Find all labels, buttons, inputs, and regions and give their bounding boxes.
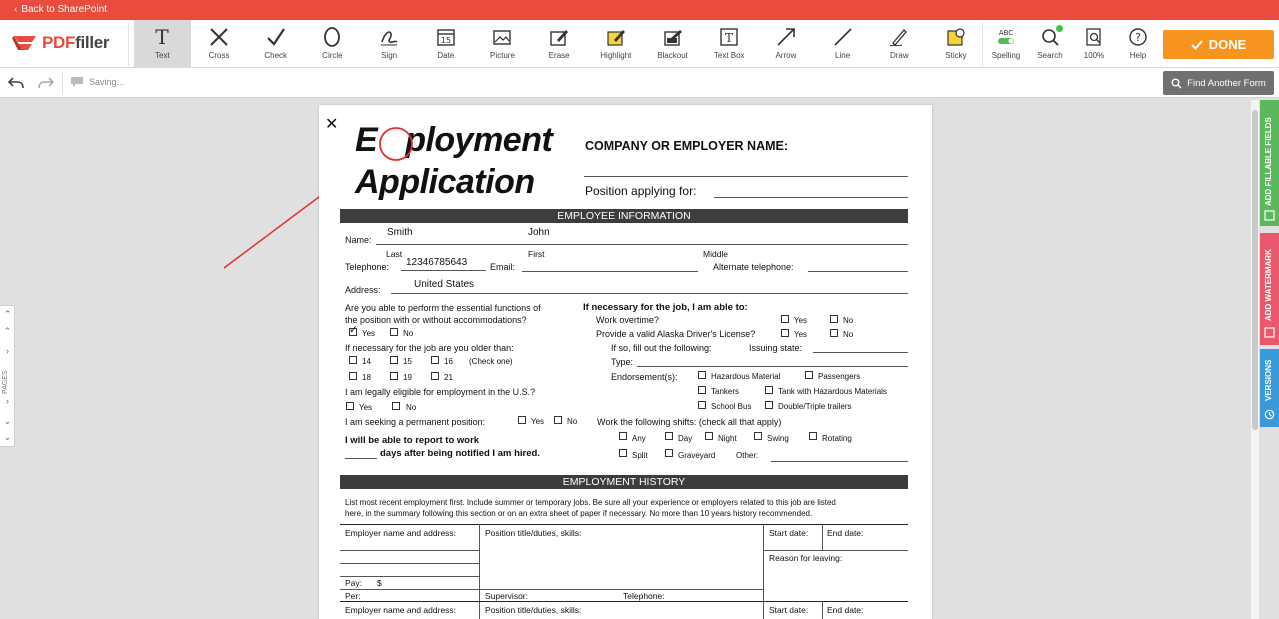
tool-spelling[interactable] xyxy=(984,20,1028,68)
checkbox-age-19[interactable] xyxy=(390,372,398,380)
divider xyxy=(982,22,983,66)
if-so-label: If so, fill out the following: xyxy=(611,343,712,353)
no-label: No xyxy=(843,330,854,339)
top-bar xyxy=(0,0,1279,20)
tool-cross[interactable] xyxy=(191,20,248,68)
checkbox-overtime-no[interactable] xyxy=(830,315,838,323)
address-label: Address: xyxy=(345,285,381,295)
address-value[interactable]: United States xyxy=(414,279,475,290)
logo-text: PDFfiller xyxy=(42,33,110,52)
date-icon xyxy=(435,26,457,48)
start-date-label-2: Start date: xyxy=(769,605,809,615)
split-label: Split xyxy=(632,451,648,460)
checkbox-permanent-yes[interactable] xyxy=(518,416,526,424)
if-necessary-heading: If necessary for the job, I am able to: xyxy=(583,302,748,313)
find-label: Find Another Form xyxy=(1187,77,1266,89)
tool-label: Search xyxy=(1037,51,1063,60)
first-label: First xyxy=(528,249,545,259)
erase-icon xyxy=(548,26,570,48)
checkbox-permanent-no[interactable] xyxy=(554,416,562,424)
company-label: COMPANY OR EMPLOYER NAME: xyxy=(585,139,789,153)
middle-label: Middle xyxy=(703,249,729,259)
checkbox-shift-swing[interactable] xyxy=(754,432,762,440)
age-21-label: 21 xyxy=(444,373,453,382)
school-bus-label: School Bus xyxy=(711,402,752,411)
end-date-label-2: End date: xyxy=(827,605,864,615)
tool-line[interactable] xyxy=(814,20,871,68)
picture-icon xyxy=(491,26,513,48)
tool-label: Text xyxy=(155,51,170,60)
page-navigator xyxy=(0,305,15,447)
employer-line-3[interactable] xyxy=(340,576,479,577)
tool-label: Spelling xyxy=(991,51,1021,60)
last-label: Last xyxy=(386,249,403,259)
done-label: DONE xyxy=(1208,37,1247,52)
saving-status xyxy=(70,76,124,88)
supervisor-label: Supervisor: xyxy=(485,591,528,601)
text-box-icon xyxy=(718,26,740,48)
pdffiller-logo-icon xyxy=(12,32,38,54)
day-label: Day xyxy=(678,434,693,443)
svg-text:15: 15 xyxy=(440,36,451,45)
form-title: E ployment xyxy=(355,121,553,159)
form-title-line2: Application xyxy=(355,163,535,201)
pay-line[interactable] xyxy=(340,589,479,590)
zoom-icon xyxy=(1083,26,1105,48)
age-15-label: 15 xyxy=(403,357,412,366)
tool-label: Circle xyxy=(322,51,343,60)
email-field-line[interactable] xyxy=(522,271,698,272)
table-divider xyxy=(822,601,823,619)
telephone2-label: Telephone: xyxy=(623,591,665,601)
swing-label: Swing xyxy=(767,434,789,443)
history-icon xyxy=(1264,409,1275,420)
report-to-work-text: I will be able to report to work xyxy=(345,435,480,446)
issuing-state-label: Issuing state: xyxy=(749,343,803,353)
next-page-icon[interactable]: ⌄ xyxy=(3,416,12,426)
checkbox-shift-day[interactable] xyxy=(665,432,673,440)
company-field-line[interactable] xyxy=(584,176,908,177)
shifts-label: Work the following shifts: (check all that apply) xyxy=(597,417,782,427)
last-name-value[interactable]: Smith xyxy=(387,227,413,238)
tool-arrow[interactable] xyxy=(758,20,815,68)
tool-label: Line xyxy=(835,51,851,60)
no-label: No xyxy=(843,316,854,325)
back-to-sharepoint-link[interactable] xyxy=(14,4,107,15)
telephone-label: Telephone: xyxy=(345,262,390,272)
tab-label: ADD WATERMARK xyxy=(1264,249,1273,321)
first-name-value[interactable]: John xyxy=(528,227,550,238)
scrollbar-thumb[interactable] xyxy=(1252,110,1258,430)
other-label: Other: xyxy=(736,451,759,460)
tab-add-fillable-fields[interactable] xyxy=(1260,100,1279,226)
checkbox-age-15[interactable] xyxy=(390,356,398,364)
checkbox-eligible-no[interactable] xyxy=(392,402,400,410)
pay-label: Pay: xyxy=(345,578,363,588)
toolbar xyxy=(0,20,1279,68)
tool-label: Highlight xyxy=(600,51,632,60)
document-page[interactable] xyxy=(319,105,932,619)
circle-icon xyxy=(321,26,343,48)
tab-label: VERSIONS xyxy=(1264,359,1273,401)
pages-label: PAGES xyxy=(2,370,9,394)
svg-text:ABC: ABC xyxy=(998,29,1014,37)
checkbox-age-14[interactable] xyxy=(349,356,357,364)
report-days-text: days after being notified I am hired. xyxy=(380,448,540,459)
checkbox-license-yes[interactable] xyxy=(781,329,789,337)
type-line[interactable] xyxy=(637,366,908,367)
yes-label: Yes xyxy=(794,330,808,339)
check-mark-icon: ✓ xyxy=(349,324,359,336)
employer-line-1[interactable] xyxy=(340,550,479,551)
age-16-label: 16 xyxy=(444,357,453,366)
line-icon xyxy=(832,26,854,48)
check-icon xyxy=(1191,39,1203,51)
sticky-icon xyxy=(945,26,967,48)
name-label: Name: xyxy=(345,235,372,245)
row-line xyxy=(763,550,908,551)
tool-zoom[interactable] xyxy=(1072,20,1116,68)
checkbox-passengers[interactable] xyxy=(805,371,813,379)
address-field-line[interactable] xyxy=(391,293,908,294)
last-page-icon[interactable]: ⌄ xyxy=(3,432,12,442)
tool-check[interactable] xyxy=(247,20,304,68)
tool-search[interactable] xyxy=(1028,20,1072,68)
per-label: Per: xyxy=(345,591,361,601)
hazardous-label: Hazardous Material xyxy=(711,372,781,381)
checkbox-shift-rotating[interactable] xyxy=(809,432,817,440)
tool-draw[interactable] xyxy=(871,20,928,68)
watermark-icon xyxy=(1264,327,1275,338)
secondary-toolbar xyxy=(0,68,1279,98)
redo-icon[interactable] xyxy=(38,76,54,90)
chevron-right-icon[interactable]: › xyxy=(6,396,9,406)
chevron-right-icon[interactable]: › xyxy=(6,346,9,356)
type-label: Type: xyxy=(611,357,634,367)
checkbox-age-16[interactable] xyxy=(431,356,439,364)
prev-page-icon[interactable]: ⌃ xyxy=(3,326,12,336)
tab-versions[interactable] xyxy=(1260,349,1279,427)
divider xyxy=(62,72,63,94)
checkbox-license-no[interactable] xyxy=(830,329,838,337)
checkbox-shift-graveyard[interactable] xyxy=(665,449,673,457)
tool-label: Blackout xyxy=(657,51,688,60)
position-title-label-2: Position title/duties, skills: xyxy=(485,605,582,615)
tool-text[interactable] xyxy=(134,20,191,68)
passengers-label: Passengers xyxy=(818,372,861,381)
tool-label: Picture xyxy=(490,51,515,60)
employer-label: Employer name and address: xyxy=(345,528,457,538)
status-dot xyxy=(1056,25,1063,32)
end-date-label: End date: xyxy=(827,528,864,538)
table-divider xyxy=(479,524,480,619)
svg-text:T: T xyxy=(155,26,170,48)
table-divider xyxy=(763,524,764,619)
report-days-line[interactable] xyxy=(345,458,377,459)
position-label: Position applying for: xyxy=(585,184,697,198)
blackout-icon xyxy=(662,26,684,48)
endorsements-label: Endorsement(s): xyxy=(611,372,678,382)
tool-label: Sign xyxy=(381,51,398,60)
checkbox-double-triple[interactable] xyxy=(765,401,773,409)
telephone-value[interactable]: 12346785643 xyxy=(406,257,468,268)
divider xyxy=(128,22,129,66)
issuing-state-line[interactable] xyxy=(813,352,908,353)
no-label: No xyxy=(567,417,578,426)
back-label: Back to SharePoint xyxy=(21,4,107,15)
tab-add-watermark[interactable] xyxy=(1260,233,1279,345)
question-older: If necessary for the job are you older than: xyxy=(345,343,514,353)
tool-picture[interactable] xyxy=(474,20,531,68)
yes-label: Yes xyxy=(794,316,808,325)
yes-label: Yes xyxy=(362,329,376,338)
right-tool-list xyxy=(984,20,1160,68)
alt-telephone-field-line[interactable] xyxy=(808,271,908,272)
tool-erase[interactable] xyxy=(531,20,588,68)
question-essential-1: Are you able to perform the essential functions of xyxy=(345,303,541,313)
overtime-label: Work overtime? xyxy=(596,315,659,325)
tool-highlight[interactable] xyxy=(588,20,645,68)
tool-label: Sticky xyxy=(945,51,967,60)
checkbox-tank-hazardous[interactable] xyxy=(765,386,773,394)
checkbox-essential-no[interactable] xyxy=(390,328,398,336)
no-label: No xyxy=(403,329,414,338)
svg-text:T: T xyxy=(725,31,734,45)
text-icon xyxy=(151,26,173,48)
start-date-label: Start date: xyxy=(769,528,809,538)
license-label: Provide a valid Alaska Driver's License? xyxy=(596,329,756,339)
tool-label: Arrow xyxy=(775,51,797,60)
checkbox-age-21[interactable] xyxy=(431,372,439,380)
comment-icon xyxy=(70,76,84,88)
no-label: No xyxy=(406,403,417,412)
section-employee-information: EMPLOYEE INFORMATION xyxy=(340,209,908,223)
tool-blackout[interactable] xyxy=(644,20,701,68)
tool-label: Help xyxy=(1129,51,1147,60)
tool-label: Cross xyxy=(208,51,230,60)
telephone-field-line[interactable] xyxy=(401,270,486,271)
spelling-icon xyxy=(995,26,1017,48)
email-label: Email: xyxy=(490,262,516,272)
reason-leaving-label: Reason for leaving: xyxy=(769,553,843,563)
double-triple-label: Double/Triple trailers xyxy=(778,402,852,411)
position-field-line[interactable] xyxy=(714,197,908,198)
tool-help[interactable] xyxy=(1116,20,1160,68)
employer-line-2[interactable] xyxy=(340,563,479,564)
chevron-left-icon: ‹ xyxy=(14,4,18,15)
other-shift-line[interactable] xyxy=(771,461,908,462)
tab-label: ADD FILLABLE FIELDS xyxy=(1264,117,1273,206)
saving-text: Saving... xyxy=(89,77,125,87)
supervisor-top-line xyxy=(479,589,763,590)
checkbox-eligible-yes[interactable] xyxy=(346,402,354,410)
any-label: Any xyxy=(632,434,646,443)
tool-label: Date xyxy=(437,51,455,60)
tool-label: Erase xyxy=(548,51,570,60)
cross-icon xyxy=(208,26,230,48)
undo-icon[interactable] xyxy=(8,76,24,90)
checkbox-school-bus[interactable] xyxy=(698,401,706,409)
tool-label: Draw xyxy=(889,51,909,60)
tool-list xyxy=(134,20,984,68)
check-one-label: (Check one) xyxy=(469,357,513,366)
checkbox-shift-night[interactable] xyxy=(705,432,713,440)
question-permanent: I am seeking a permanent position: xyxy=(345,417,486,427)
alt-telephone-label: Alternate telephone: xyxy=(713,262,794,272)
svg-text:?: ? xyxy=(1135,31,1141,44)
checkbox-shift-any[interactable] xyxy=(619,432,627,440)
yes-label: Yes xyxy=(531,417,545,426)
night-label: Night xyxy=(718,434,737,443)
arrow-icon xyxy=(775,26,797,48)
tool-sign[interactable] xyxy=(361,20,418,68)
tank-hazardous-label: Tank with Hazardous Materials xyxy=(778,387,887,396)
first-page-icon[interactable]: ⌃ xyxy=(3,309,12,319)
check-icon xyxy=(265,26,287,48)
yes-label: Yes xyxy=(359,403,373,412)
tool-text-box[interactable] xyxy=(701,20,758,68)
checkbox-hazardous[interactable] xyxy=(698,371,706,379)
history-instructions-1: List most recent employment first. Include summer or temporary jobs. Be sure all your experience or employers related to this job are listed xyxy=(345,498,836,507)
age-18-label: 18 xyxy=(362,373,371,382)
find-another-form-button[interactable] xyxy=(1163,71,1274,95)
close-icon[interactable]: ✕ xyxy=(325,116,339,133)
fields-icon xyxy=(1264,210,1275,221)
dollar-label: $ xyxy=(377,578,382,588)
employer-label-2: Employer name and address: xyxy=(345,605,457,615)
checkbox-tankers[interactable] xyxy=(698,386,706,394)
checkbox-overtime-yes[interactable] xyxy=(781,315,789,323)
checkbox-age-18[interactable] xyxy=(349,372,357,380)
question-eligible: I am legally eligible for employment in the U.S.? xyxy=(345,387,536,397)
search-icon xyxy=(1171,78,1182,89)
tool-sticky[interactable] xyxy=(928,20,985,68)
highlight-icon xyxy=(605,26,627,48)
graveyard-label: Graveyard xyxy=(678,451,716,460)
table-divider xyxy=(822,524,823,550)
help-icon xyxy=(1127,26,1149,48)
position-title-label: Position title/duties, skills: xyxy=(485,528,582,538)
draw-icon xyxy=(888,26,910,48)
question-essential-2: the position with or without accommodations? xyxy=(345,315,527,325)
rotating-label: Rotating xyxy=(822,434,852,443)
pdffiller-logo[interactable] xyxy=(12,32,109,54)
sign-icon xyxy=(378,26,400,48)
vertical-scrollbar[interactable] xyxy=(1251,100,1259,619)
history-instructions-2: here, in the summary following this section or on an extra sheet of paper if necessary. No more than 10 years history recommended. xyxy=(345,509,813,518)
tool-circle[interactable] xyxy=(304,20,361,68)
checkbox-shift-split[interactable] xyxy=(619,449,627,457)
tool-label: 100% xyxy=(1083,51,1105,60)
tool-date[interactable] xyxy=(417,20,474,68)
age-14-label: 14 xyxy=(362,357,371,366)
age-19-label: 19 xyxy=(403,373,412,382)
tool-label: Text Box xyxy=(713,51,745,60)
circle-annotation[interactable] xyxy=(377,126,415,162)
name-field-line[interactable] xyxy=(376,244,908,245)
tankers-label: Tankers xyxy=(711,387,740,396)
done-button[interactable] xyxy=(1163,30,1274,59)
section-employment-history: EMPLOYMENT HISTORY xyxy=(340,475,908,489)
tool-label: Check xyxy=(264,51,288,60)
